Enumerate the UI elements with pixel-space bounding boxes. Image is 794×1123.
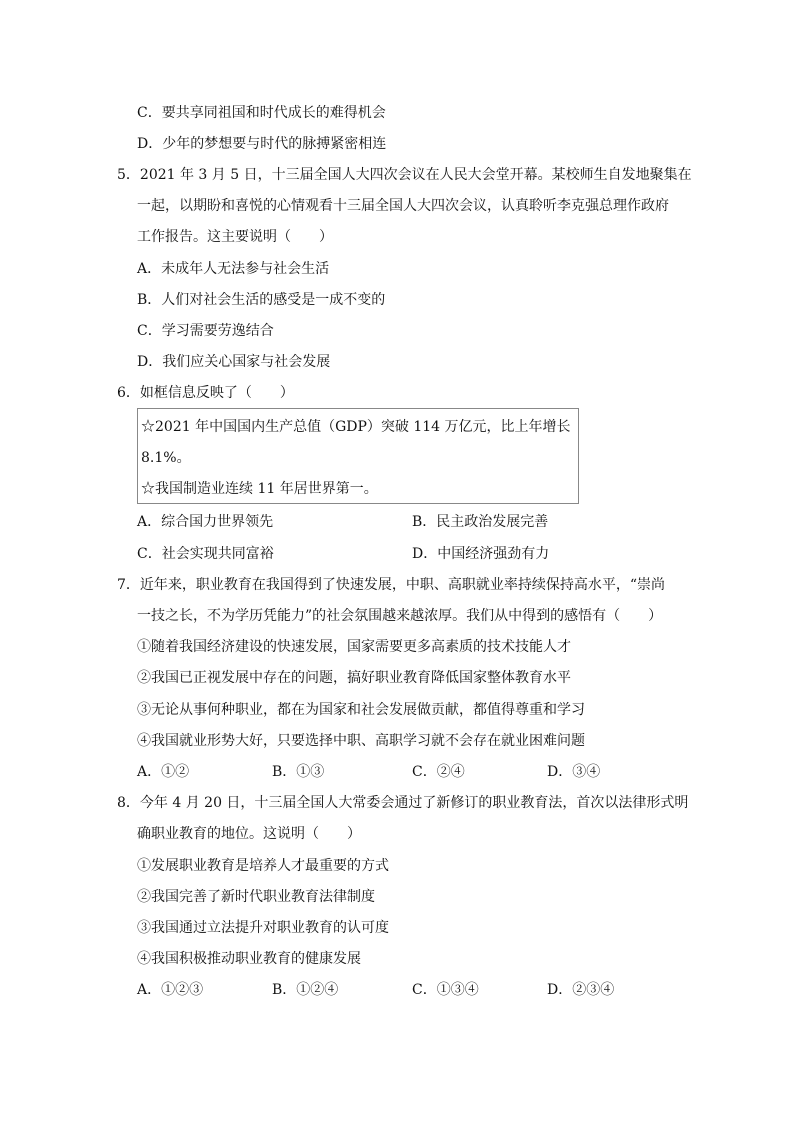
q8-option-b: B．①②④ [272, 982, 339, 998]
q7-option-b: B．①③ [272, 764, 325, 780]
q5-option-b: B．人们对社会生活的感受是一成不变的 [137, 292, 386, 308]
q8-item-2: ②我国完善了新时代职业教育法律制度 [137, 889, 375, 905]
q8-option-d: D．②③④ [547, 982, 615, 998]
q8-item-1: ①发展职业教育是培养人才最重要的方式 [137, 858, 389, 874]
q8-option-a: A．①②③ [137, 982, 204, 998]
q8-item-3: ③我国通过立法提升对职业教育的认可度 [137, 920, 389, 936]
q6-box-line-3: ☆我国制造业连续 11 年居世界第一。 [141, 481, 378, 497]
q7-item-3: ③无论从事何种职业，都在为国家和社会发展做贡献，都值得尊重和学习 [137, 702, 585, 718]
q6-option-c: C．社会实现共同富裕 [137, 546, 274, 562]
q7-option-c: C．②④ [412, 764, 465, 780]
q6-stem: 6．如框信息反映了（ ） [117, 385, 294, 401]
q5-stem-line-2: 一起，以期盼和喜悦的心情观看十三届全国人大四次会议，认真聆听李克强总理作政府 [137, 198, 669, 214]
q6-box-line-2: 8.1%。 [141, 450, 191, 466]
q8-stem-line-2: 确职业教育的地位。这说明（ ） [137, 826, 361, 842]
q7-item-4: ④我国就业形势大好，只要选择中职、高职学习就不会存在就业困难问题 [137, 733, 585, 749]
q8-item-4: ④我国积极推动职业教育的健康发展 [137, 951, 361, 967]
q5-stem-line-1: 5．2021 年 3 月 5 日，十三届全国人大四次会议在人民大会堂开幕。某校师生自发地聚集在 [117, 167, 692, 183]
q5-stem-line-3: 工作报告。这主要说明（ ） [137, 229, 333, 245]
q6-option-b: B．民主政治发展完善 [412, 514, 549, 530]
q7-stem-line-1: 7．近年来，职业教育在我国得到了快速发展，中职、高职就业率持续保持高水平，“崇尚 [117, 577, 666, 593]
q4-option-d: D．少年的梦想要与时代的脉搏紧密相连 [137, 136, 387, 152]
q5-option-a: A．未成年人无法参与社会生活 [137, 261, 330, 277]
q7-stem-line-2: 一技之长，不为学历凭能力”的社会氛围越来越浓厚。我们从中得到的感悟有（ ） [137, 608, 663, 624]
q4-option-c: C．要共享同祖国和时代成长的难得机会 [137, 105, 386, 121]
q5-option-d: D．我们应关心国家与社会发展 [137, 354, 331, 370]
q6-option-a: A．综合国力世界领先 [137, 514, 274, 530]
q7-option-d: D．③④ [547, 764, 601, 780]
q7-option-a: A．①② [137, 764, 190, 780]
q6-option-d: D．中国经济强劲有力 [412, 546, 550, 562]
q6-box-line-1: ☆2021 年中国国内生产总值（GDP）突破 114 万亿元，比上年增长 [141, 419, 571, 435]
q7-item-2: ②我国已正视发展中存在的问题，搞好职业教育降低国家整体教育水平 [137, 670, 571, 686]
q5-option-c: C．学习需要劳逸结合 [137, 323, 274, 339]
q8-option-c: C．①③④ [412, 982, 479, 998]
q7-item-1: ①随着我国经济建设的快速发展，国家需要更多高素质的技术技能人才 [137, 639, 571, 655]
q8-stem-line-1: 8．今年 4 月 20 日，十三届全国人大常委会通过了新修订的职业教育法，首次以法律形式明 [117, 795, 689, 811]
